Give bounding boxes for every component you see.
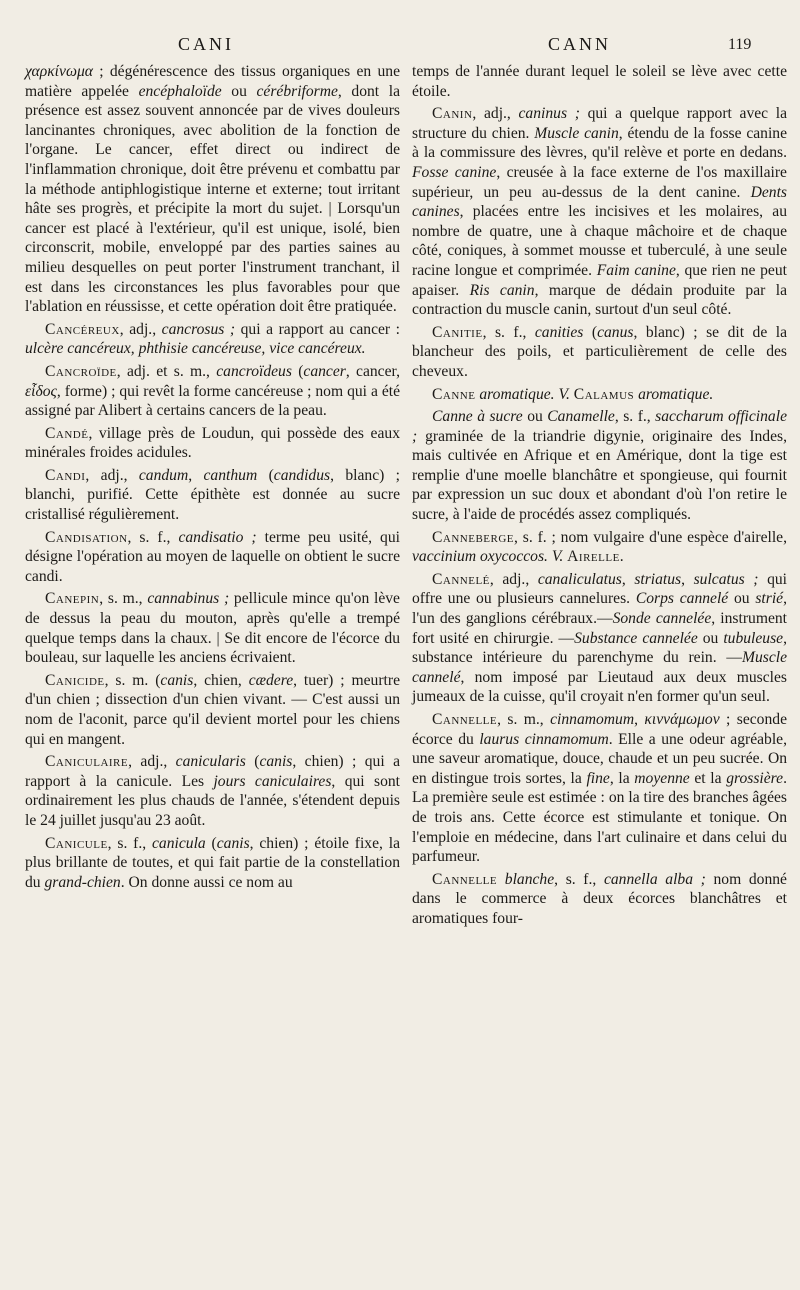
- right-running-head: CANN: [548, 34, 612, 54]
- entry-text: et la: [689, 769, 727, 787]
- entry-text: (: [205, 834, 217, 852]
- entry-text: ,: [681, 570, 694, 588]
- headword: Cancéreux: [45, 320, 120, 338]
- dictionary-entry: [412, 570, 787, 707]
- entry-text: , blanc) ; blanchi, purifié. Cette épithète est donnée au sucre cristallisé régulièrement.: [25, 466, 401, 524]
- entry-text: (: [245, 753, 260, 771]
- left-column: [25, 62, 400, 895]
- entry-text: , s. f.,: [554, 870, 604, 888]
- entry-text: , blanc) ; se dit de la blancheur des poils, et particulièrement de celle des cheveux.: [412, 323, 787, 380]
- headword: Canicide: [45, 671, 105, 689]
- entry-text: qui a quelque rapport avec la structure du chien.: [412, 105, 788, 142]
- dictionary-entry: [25, 62, 400, 317]
- entry-text: , l'un des ganglions cérébraux.—: [412, 590, 787, 628]
- italic-text: aromatique. V.: [479, 385, 570, 403]
- headword: Cannelé: [432, 570, 490, 588]
- entry-text: , s. f.,: [127, 528, 179, 546]
- entry-text: graminée de la triandrie digynie, originaire des Indes, mais cultivée en Afrique et en Amérique, dont la tige est remplie d'une moelle blanchâtre et spongieuse, qui fournit par expression un suc doux et abondant d'où l'on retire le sucre, à l'aide de procédés assez compliqués.: [412, 427, 787, 524]
- dictionary-entry: [25, 834, 400, 893]
- left-running-head: CANI: [178, 34, 234, 54]
- headword: Canne: [432, 385, 476, 403]
- entry-text: ,: [634, 711, 645, 728]
- dictionary-entry: [412, 62, 787, 101]
- italic-text: cannabinus ;: [147, 590, 230, 608]
- italic-text: χαρκίνωμα: [25, 63, 93, 80]
- entry-text: , chien,: [193, 671, 249, 689]
- italic-text: canis: [160, 671, 194, 689]
- italic-text: caninus ;: [518, 105, 580, 123]
- headword: Cancroïde: [45, 362, 117, 380]
- italic-text: ulcère cancéreux, phthisie cancéreuse, vice cancéreux.: [25, 340, 366, 358]
- italic-text: Muscle cannelé: [412, 649, 787, 686]
- italic-text: Fosse canine: [412, 163, 497, 181]
- italic-text: saccharum officinale ;: [412, 408, 787, 445]
- italic-text: Substance cannelée: [574, 629, 698, 647]
- dictionary-entry: [412, 407, 787, 525]
- italic-text: cancroïdeus: [216, 362, 292, 380]
- entry-text: nom donné dans le commerce à deux écorces blanchâtres et aromatiques four-: [412, 870, 787, 927]
- entry-text: . On donne aussi ce nom au: [120, 873, 293, 891]
- headword: Candi: [45, 466, 86, 484]
- right-column: [412, 62, 787, 932]
- entry-text: ou: [522, 408, 548, 426]
- dictionary-entry: [25, 589, 400, 667]
- headword: Canin: [432, 105, 473, 123]
- entry-text: , creusée à la face externe de l'os maxillaire supérieur, un peu au-dessus de la dent canine.: [412, 163, 787, 201]
- italic-text: Sonde cannelée: [612, 610, 712, 628]
- entry-text: , s. m. (: [104, 671, 161, 689]
- entry-text: (: [583, 323, 598, 341]
- italic-text: tubuleuse: [723, 629, 784, 647]
- italic-text: Canamelle: [547, 408, 615, 426]
- italic-text: strié: [755, 590, 784, 608]
- entry-text: pellicule mince qu'on lève de dessus la peau du mouton, après qu'elle a trempé quelque temps dans la chaux. | Se dit encore de l'écorce du bouleau, sur laquelle les anciens écrivaient.: [25, 590, 400, 667]
- entry-text: , forme) ; qui revêt la forme cancéreuse ; nom qui a été assigné par Alibert à certains cancers de la peau.: [25, 382, 400, 420]
- entry-text: , marque de dédain produite par la contraction du muscle canin, surtout d'un seul côté.: [412, 281, 787, 319]
- entry-text: , village près de Loudun, qui possède des eaux minérales froides acidules.: [25, 424, 400, 462]
- dictionary-entry: [412, 528, 787, 567]
- headword: Candisation: [45, 528, 128, 546]
- italic-text: candisatio ;: [178, 528, 257, 546]
- entry-text: (: [291, 362, 304, 380]
- headword: Candé: [45, 424, 89, 442]
- entry-text: ,: [188, 466, 204, 484]
- headword: Cannelle: [432, 870, 498, 888]
- entry-text: . Elle a une odeur agréable, une saveur aromatique, douce, chaude et un peu sucrée. On en distingue trois sortes, la: [412, 730, 787, 787]
- entry-text: , s. f.,: [614, 408, 656, 426]
- entry-text: ou: [221, 82, 257, 100]
- italic-text: blanche: [504, 870, 555, 888]
- headword: Canepin: [45, 590, 100, 608]
- italic-text: vaccinium oxycoccos. V.: [412, 548, 564, 566]
- entry-text: ; seconde écorce du: [412, 711, 787, 748]
- italic-text: candum: [138, 466, 189, 484]
- headword: Canitie: [432, 323, 483, 341]
- italic-text: grossière: [726, 769, 784, 787]
- italic-text: cinnamomum: [550, 711, 635, 728]
- entry-text: , qui sont ordinairement les plus chauds de l'année, s'étendent depuis le 24 juillet jusqu'au 23 août.: [25, 772, 400, 829]
- entry-text: , adj.,: [119, 320, 162, 338]
- italic-text: sulcatus ;: [693, 570, 759, 588]
- italic-text: jours caniculaires: [213, 772, 332, 790]
- entry-text: qui offre une ou plusieurs cannelures.: [412, 570, 788, 608]
- entry-text: , que rien ne peut apaiser.: [412, 261, 787, 299]
- entry-text: , placées entre les incisives et les molaires, au nombre de quatre, une à chaque mâchoire et de chaque côté, coniques, à sommet mousse et tuberculé, à une seule racine longue et comprimée.: [412, 203, 787, 279]
- italic-text: encéphaloïde: [138, 82, 222, 100]
- entry-text: , adj.,: [472, 105, 519, 123]
- entry-text: temps de l'année durant lequel le soleil se lève avec cette étoile.: [412, 63, 787, 100]
- entry-text: , instrument fort usité en chirurgie. —: [412, 610, 787, 647]
- entry-text: , chien) ; étoile fixe, la plus brillante de toutes, et qui fait partie de la constellation du: [25, 834, 400, 891]
- dictionary-entry: [412, 385, 787, 405]
- entry-text: , cancer,: [345, 362, 400, 380]
- entry-text: , dont la présence est assez souvent annoncée par de vives douleurs lancinantes chroniques, avec abolition de la fonction de l'organe. Le cancer, effet direct ou indirect de l'inflammation chronique, doit être prévenu et combattu par la méthode antiphlogistique interne et externe; tout irritant hâte ses progrès, et précipite la mort du sujet. | Lorsqu'un cancer est placé à l'extérieur, qu'il est unique, isolé, bien circonscrit, mobile, enveloppé par des parties saines au milieu desquelles on peut porter l'instrument tranchant, il est dans les circonstances les plus favorables pour que l'ablation en réussisse, et cette opération doit être pratiquée.: [25, 82, 400, 316]
- italic-text: Corps cannelé: [635, 590, 729, 608]
- entry-text: , s. f.,: [482, 323, 535, 341]
- italic-text: canaliculatus: [537, 570, 622, 588]
- entry-text: , s. m.,: [99, 590, 148, 608]
- italic-text: canis: [259, 753, 293, 771]
- italic-text: canicula: [152, 834, 206, 852]
- entry-text: , s. f. ; nom vulgaire d'une espèce d'airelle,: [514, 528, 787, 546]
- entry-text: qui a rapport au cancer :: [235, 320, 400, 338]
- entry-text: , la: [609, 769, 635, 787]
- entry-text: , s. m.,: [497, 711, 551, 728]
- headword: Calamus: [573, 385, 635, 403]
- headword: Cannelle: [432, 711, 498, 728]
- dictionary-entry: [25, 671, 400, 749]
- italic-text: κιννάμωμον: [644, 711, 720, 728]
- italic-text: grand-chien: [44, 873, 121, 891]
- dictionary-entry: [25, 362, 400, 421]
- entry-text: ou: [697, 629, 724, 647]
- entry-text: , s. f.,: [107, 834, 152, 852]
- italic-text: Canne à sucre: [432, 408, 523, 426]
- entry-text: , adj. et s. m.,: [116, 362, 217, 380]
- italic-text: striatus: [634, 570, 682, 588]
- entry-text: (: [257, 466, 274, 484]
- italic-text: aromatique.: [638, 385, 714, 403]
- italic-text: canthum: [203, 466, 258, 484]
- entry-text: ; dégénérescence des tissus organiques en une matière appelée: [25, 63, 400, 100]
- italic-text: canis: [216, 834, 250, 852]
- entry-text: , nom imposé par Lieutaud aux deux muscles jumeaux de la cuisse, qu'il croyait n'en former qu'un seul.: [412, 668, 787, 706]
- entry-text: terme peu usité, qui désigne l'opération au moyen de laquelle on obtient le sucre candi.: [25, 528, 400, 585]
- italic-text: cannella alba ;: [603, 870, 706, 888]
- dictionary-entry: [25, 320, 400, 359]
- italic-text: laurus cinnamomum: [479, 730, 609, 748]
- italic-text: cérébriforme: [256, 82, 338, 100]
- entry-text: , adj.,: [128, 753, 176, 771]
- entry-text: , étendu de la fosse canine à la commissure des lèvres, qu'il relève et porte en dedans.: [412, 124, 788, 162]
- italic-text: cancrosus ;: [161, 320, 236, 338]
- italic-text: canicularis: [175, 753, 246, 771]
- dictionary-entry: [25, 528, 400, 587]
- italic-text: canities: [534, 323, 584, 341]
- italic-text: cancer: [303, 362, 346, 380]
- italic-text: Faim canine: [596, 261, 676, 279]
- entry-text: , tuer) ; meurtre d'un chien ; dissection d'un chien vivant. — C'est aussi un nom de l'aconit, parce qu'il devient mortel pour les chiens qui en mangent.: [25, 671, 400, 748]
- dictionary-entry: [25, 752, 400, 830]
- running-header: [0, 34, 800, 60]
- dictionary-entry: [412, 323, 787, 382]
- page-number: 119: [728, 36, 752, 53]
- entry-text: , substance intérieure du parenchyme du rein. —: [412, 629, 787, 667]
- italic-text: canus: [597, 323, 634, 341]
- italic-text: Muscle canin: [534, 124, 619, 142]
- entry-text: ,: [621, 570, 635, 588]
- italic-text: Ris canin: [469, 281, 535, 299]
- italic-text: cædere: [248, 671, 294, 689]
- dictionary-entry: [25, 466, 400, 525]
- dictionary-entry: [25, 424, 400, 463]
- italic-text: εἶδος: [25, 382, 57, 400]
- entry-text: , adj.,: [489, 570, 538, 588]
- headword: Canneberge: [432, 528, 515, 546]
- dictionary-entry: [412, 104, 787, 320]
- headword: Canicule: [45, 834, 108, 852]
- dictionary-entry: [412, 710, 787, 867]
- entry-text: , chien) ; qui a rapport à la canicule. Les: [25, 753, 400, 790]
- entry-text: . La première seule est estimée : on la tire des branches âgées de trois ans. Cette écorce est stimulante et tonique. On l'emploie en médecine, dans l'art culinaire et dans celui du parfumeur.: [412, 769, 787, 866]
- headword: Caniculaire: [45, 753, 129, 771]
- entry-text: [497, 871, 505, 888]
- dictionary-entry: [412, 870, 787, 929]
- entry-text: ou: [728, 590, 756, 608]
- italic-text: moyenne: [634, 769, 690, 787]
- entry-text: , adj.,: [85, 466, 139, 484]
- italic-text: candidus: [273, 466, 331, 484]
- italic-text: Dents canines: [412, 183, 787, 221]
- italic-text: fine: [586, 769, 610, 787]
- headword: Airelle.: [567, 548, 625, 566]
